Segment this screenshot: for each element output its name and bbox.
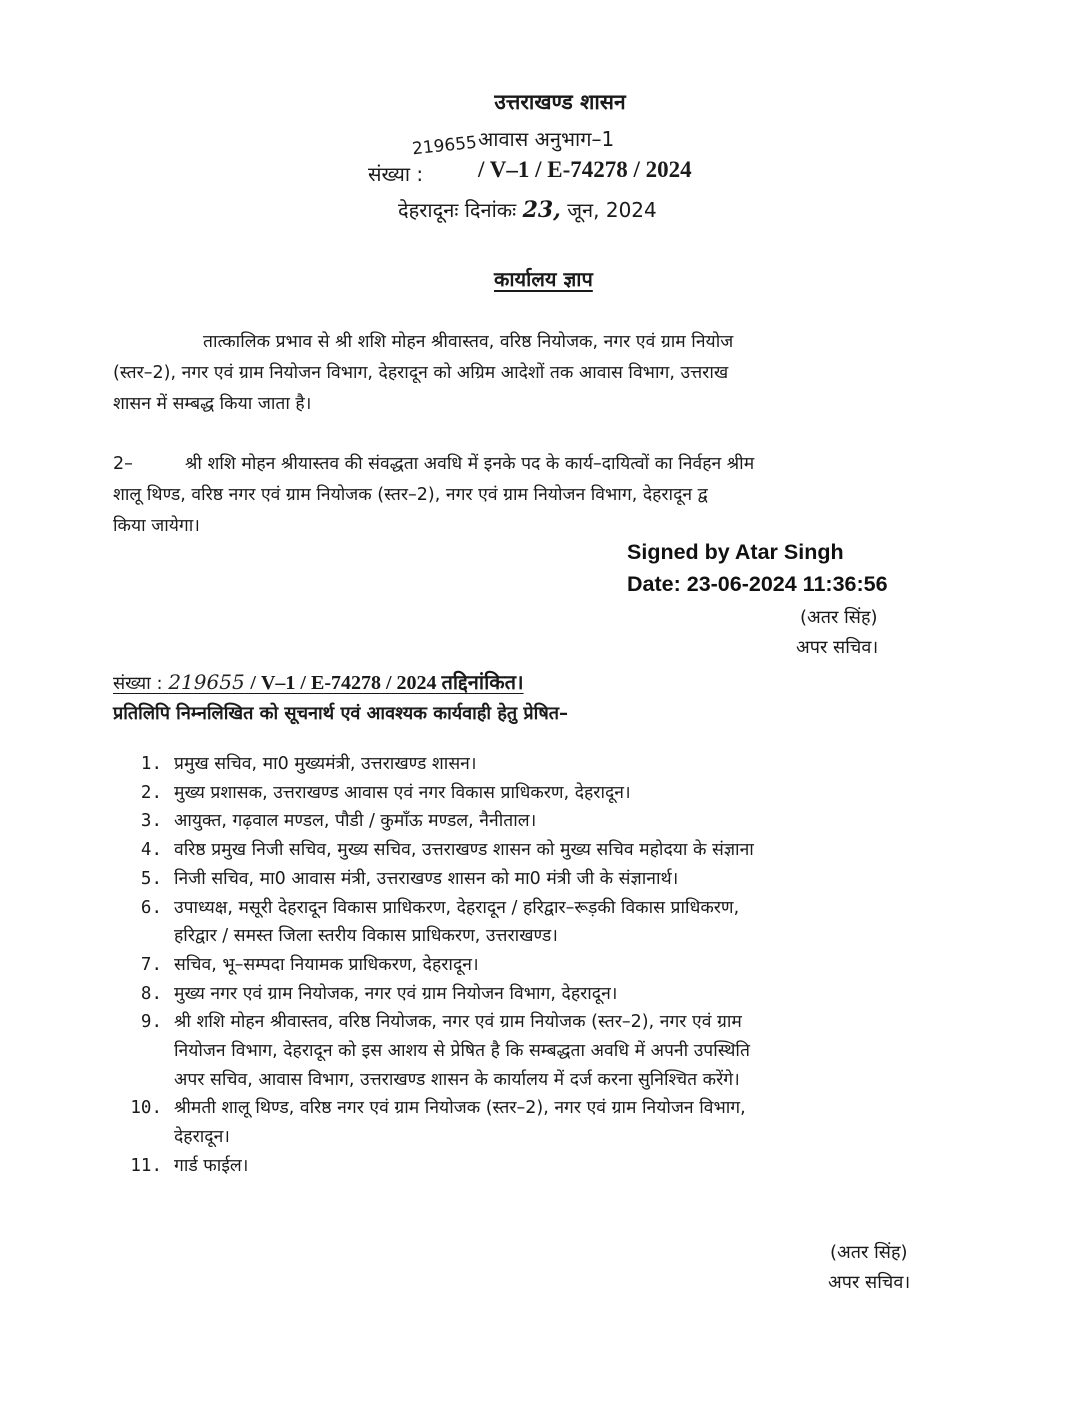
list-item <box>112 894 1077 951</box>
list-item <box>112 1008 1077 1094</box>
copy-number-handwritten: 219655 <box>168 670 245 694</box>
digital-signature-name: Signed by Atar Singh <box>627 540 844 564</box>
number-label: संख्या : <box>368 162 424 186</box>
copy-number-suffix: / V–1 / E-74278 / 2024 तद्दिनांकित। <box>250 672 524 694</box>
paragraph-1-line: (स्तर–2), नगर एवं ग्राम नियोजन विभाग, देहरादून को अग्रिम आदेशों तक आवास विभाग, उत्तराख <box>113 363 729 383</box>
list-item <box>112 980 1077 1009</box>
reference-number: / V–1 / E-74278 / 2024 <box>478 157 692 182</box>
paragraph-1 <box>113 327 1073 420</box>
list-item-text: अपर सचिव, आवास विभाग, उत्तराखण्ड शासन के कार्यालय में दर्ज करना सुनिश्चित करेंगे। <box>174 1069 740 1090</box>
list-item-number: 9. <box>140 1012 162 1033</box>
signatory-designation: अपर सचिव। <box>796 637 879 658</box>
copy-intro: प्रतिलिपि निम्नलिखित को सूचनार्थ एवं आवश्यक कार्यवाही हेतु प्रेषित– <box>113 703 568 724</box>
paragraph-2 <box>113 449 1073 542</box>
list-item-text: वरिष्ठ प्रमुख निजी सचिव, मुख्य सचिव, उत्तराखण्ड शासन को मुख्य सचिव महोदया के संज्ञाना <box>174 840 754 861</box>
list-item <box>112 951 1077 980</box>
paragraph-1-line: शासन में सम्बद्ध किया जाता है। <box>113 394 312 414</box>
section-name: आवास अनुभाग–1 <box>478 127 615 151</box>
list-item-number: 7. <box>140 954 162 975</box>
memo-title: कार्यालय ज्ञाप <box>494 267 593 291</box>
list-item-text: गार्ड फाईल। <box>174 1155 249 1176</box>
list-item-text: श्रीमती शालू थिण्ड, वरिष्ठ नगर एवं ग्राम नियोजक (स्तर–2), नगर एवं ग्राम नियोजन विभाग, <box>174 1098 746 1119</box>
list-item-text: हरिद्वार / समस्त जिला स्तरीय विकास प्राधिकरण, उत्तराखण्ड। <box>174 926 558 947</box>
list-item-text: आयुक्त, गढ़वाल मण्डल, पौडी / कुमाँऊ मण्डल, नैनीताल। <box>174 811 537 832</box>
paragraph-1-line: तात्कालिक प्रभाव से श्री शशि मोहन श्रीवास्तव, वरिष्ठ नियोजक, नगर एवं ग्राम नियोज <box>203 332 734 352</box>
list-item-number: 2. <box>140 782 162 803</box>
list-item <box>112 1094 1077 1151</box>
list-item-number: 11. <box>130 1155 162 1176</box>
copy-reference-line <box>113 668 524 695</box>
digital-signature-date: Date: 23-06-2024 11:36:56 <box>627 572 888 596</box>
government-title: उत्तराखण्ड शासन <box>494 90 626 114</box>
signatory-name: (अतर सिंह) <box>800 607 878 628</box>
list-item-text: उपाध्यक्ष, मसूरी देहरादून विकास प्राधिकरण, देहरादून / हरिद्वार–रूड़की विकास प्राधिकरण, <box>174 897 740 918</box>
list-item <box>112 865 1077 894</box>
paragraph-2-number: 2– <box>113 454 133 474</box>
list-item <box>112 836 1077 865</box>
handwritten-number: 219655 <box>411 132 478 160</box>
list-item-number: 3. <box>140 811 162 832</box>
date-day-handwritten: 23, <box>522 197 561 223</box>
list-item-text: मुख्य नगर एवं ग्राम नियोजक, नगर एवं ग्राम नियोजन विभाग, देहरादून। <box>174 983 618 1004</box>
list-item-number: 10. <box>130 1098 162 1119</box>
list-item <box>112 750 1077 779</box>
list-item-text: प्रमुख सचिव, मा0 मुख्यमंत्री, उत्तराखण्ड शासन। <box>174 754 477 774</box>
list-item-text: श्री शशि मोहन श्रीवास्तव, वरिष्ठ नियोजक, नगर एवं ग्राम नियोजक (स्तर–2), नगर एवं ग्राम <box>174 1012 742 1033</box>
list-item-text: नियोजन विभाग, देहरादून को इस आशय से प्रेषित है कि सम्बद्धता अवधि में अपनी उपस्थिति <box>174 1041 750 1062</box>
paragraph-2-line: किया जायेगा। <box>113 516 200 536</box>
list-item-number: 1. <box>140 754 162 774</box>
list-item-number: 6. <box>140 897 162 918</box>
date-label: देहरादूनः दिनांकः <box>398 198 517 222</box>
copy-number-label: संख्या : <box>113 673 163 694</box>
list-item <box>112 807 1077 836</box>
copy-recipient-list <box>112 750 1077 1181</box>
list-item-text: सचिव, भू–सम्पदा नियामक प्राधिकरण, देहरादून। <box>174 954 479 975</box>
list-item <box>112 1152 1077 1181</box>
paragraph-2-line <box>113 449 1073 480</box>
date-line <box>398 196 657 223</box>
list-item-number: 4. <box>140 840 162 861</box>
list-item-number: 5. <box>140 868 162 889</box>
list-item-text: मुख्य प्रशासक, उत्तराखण्ड आवास एवं नगर विकास प्राधिकरण, देहरादून। <box>174 782 631 803</box>
paragraph-2-line: शालू थिण्ड, वरिष्ठ नगर एवं ग्राम नियोजक (स्तर–2), नगर एवं ग्राम नियोजन विभाग, देहरादून द्व <box>113 485 708 505</box>
list-item-text: देहरादून। <box>174 1127 230 1148</box>
list-item <box>112 779 1077 808</box>
list-item-number: 8. <box>140 983 162 1004</box>
footer-signatory-designation: अपर सचिव। <box>828 1272 911 1293</box>
date-month-year: जून, 2024 <box>567 198 657 222</box>
footer-signatory-name: (अतर सिंह) <box>830 1242 908 1263</box>
list-item-text: निजी सचिव, मा0 आवास मंत्री, उत्तराखण्ड शासन को मा0 मंत्री जी के संज्ञानार्थ। <box>174 868 679 889</box>
paragraph-2-text: श्री शशि मोहन श्रीयास्तव की संवद्धता अवधि में इनके पद के कार्य–दायित्वों का निर्वहन श्रीम <box>185 454 755 474</box>
